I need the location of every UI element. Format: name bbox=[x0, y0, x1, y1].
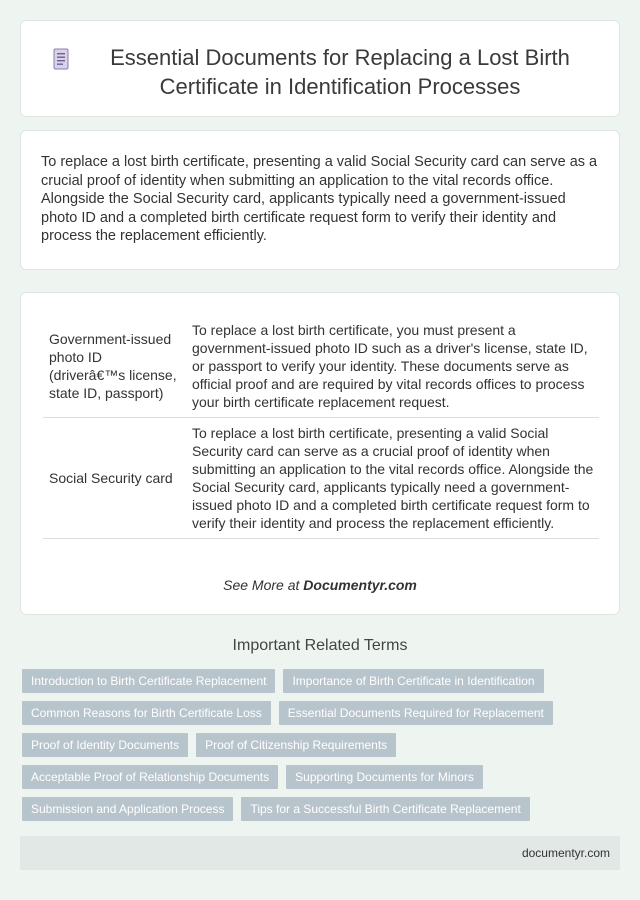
related-term-tag[interactable]: Proof of Identity Documents bbox=[22, 733, 188, 757]
see-more-prefix: See More at bbox=[223, 577, 300, 593]
intro-text: To replace a lost birth certificate, presenting a valid Social Security card can serve as a crucial proof of identity when submitting an application to the vital records office. Alongside the Social Security card, applicants typically need a government-issued photo ID and a completed birth certificate request form to verify their identity and process the replacement efficiently. bbox=[41, 154, 598, 244]
document-name: Social Security card bbox=[43, 418, 186, 539]
table-row bbox=[43, 418, 599, 539]
page-title: Essential Documents for Replacing a Lost Birth Certificate in Identification Processes bbox=[110, 45, 570, 99]
table-row bbox=[43, 315, 599, 418]
related-term-tag[interactable]: Introduction to Birth Certificate Replacement bbox=[22, 669, 275, 693]
related-term-tag[interactable]: Submission and Application Process bbox=[22, 797, 233, 821]
related-terms-heading: Important Related Terms bbox=[232, 637, 408, 654]
related-term-tag[interactable]: Supporting Documents for Minors bbox=[286, 765, 483, 789]
document-description: To replace a lost birth certificate, you must present a government-issued photo ID such as a driver's license, state ID, or passport to verify your identity. These documents serve as official proof and are required by vital records offices to process your birth certificate replacement request. bbox=[186, 315, 599, 418]
related-terms-list bbox=[22, 669, 622, 829]
intro-card bbox=[20, 130, 620, 270]
document-description: To replace a lost birth certificate, presenting a valid Social Security card can serve as a crucial proof of identity when submitting an application to the vital records office. Alongside the Social Security card, applicants typically need a government-issued photo ID and a completed birth certificate request form to verify their identity and process the replacement efficiently. bbox=[186, 418, 599, 539]
documents-table-card bbox=[20, 292, 620, 615]
related-term-tag[interactable]: Common Reasons for Birth Certificate Loss bbox=[22, 701, 271, 725]
footer bbox=[20, 836, 620, 870]
related-term-tag[interactable]: Importance of Birth Certificate in Identification bbox=[283, 669, 543, 693]
title-card bbox=[20, 20, 620, 117]
document-name: Government-issued photo ID (driverâ€™s license, state ID, passport) bbox=[43, 315, 186, 418]
see-more-site[interactable]: Documentyr.com bbox=[303, 577, 417, 593]
related-term-tag[interactable]: Proof of Citizenship Requirements bbox=[196, 733, 396, 757]
related-term-tag[interactable]: Essential Documents Required for Replacement bbox=[279, 701, 553, 725]
footer-site-link[interactable]: documentyr.com bbox=[521, 846, 610, 860]
related-term-tag[interactable]: Acceptable Proof of Relationship Documents bbox=[22, 765, 278, 789]
related-term-tag[interactable]: Tips for a Successful Birth Certificate Replacement bbox=[241, 797, 529, 821]
see-more-link[interactable] bbox=[21, 577, 619, 593]
documents-table bbox=[43, 315, 599, 539]
